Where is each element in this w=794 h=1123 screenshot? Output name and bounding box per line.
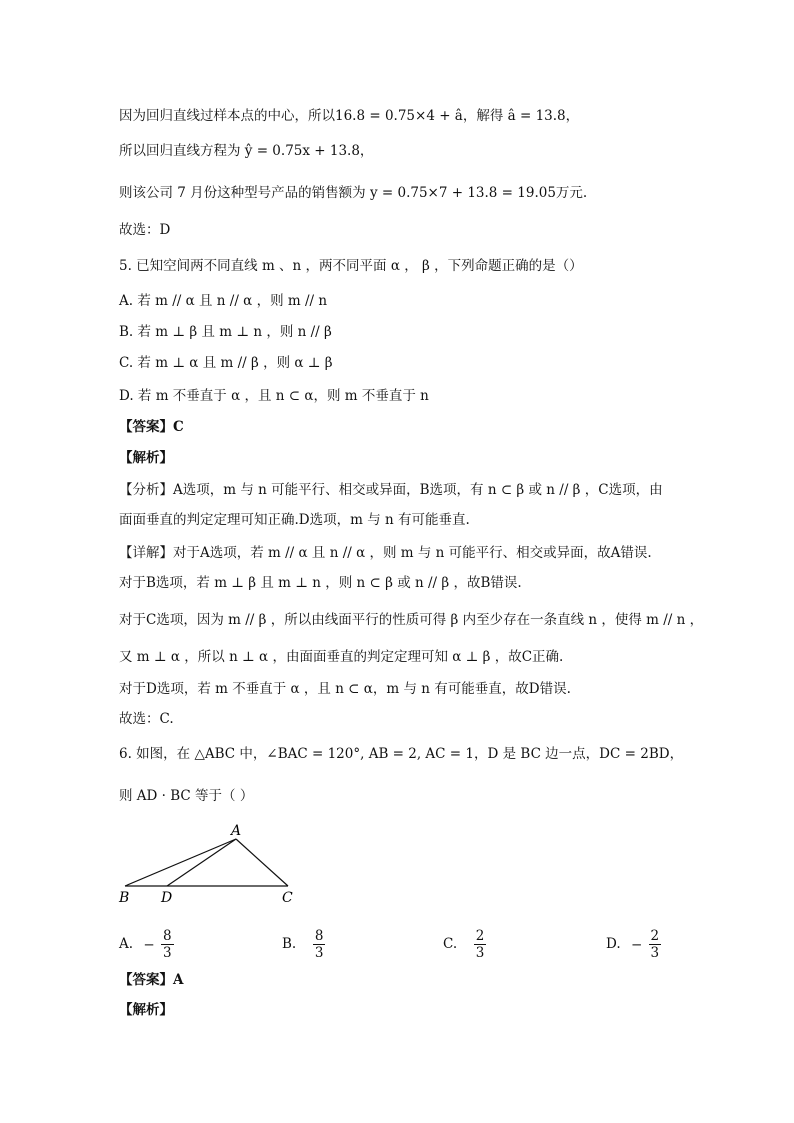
vertex-label-c: C	[282, 890, 293, 906]
q6-analysis-heading: 【解析】	[119, 1002, 173, 1018]
q6-answer: 【答案】A	[119, 972, 184, 988]
vertex-label-b: B	[119, 890, 130, 906]
question-6-stem-2: 则 AD · BC 等于（ ）	[119, 788, 254, 804]
vertex-label-a: A	[231, 823, 242, 839]
text-line: 故选：C.	[119, 711, 174, 727]
q6-option-d: D. − $\frac{2}{3}$	[606, 928, 660, 961]
q5-answer: 【答案】C	[119, 419, 184, 435]
text-line: 对于B选项，若 m ⊥ β 且 m ⊥ n ，则 n ⊂ β 或 n // β ，故B错误.	[119, 575, 522, 591]
q6-option-b: B. $\frac{8}{3}$	[282, 928, 324, 961]
text-line: 故选：D	[119, 222, 171, 238]
text-line: 对于D选项，若 m 不垂直于 α ，且 n ⊂ α，m 与 n 有可能垂直，故D错误.	[119, 681, 571, 697]
segment-ab	[125, 839, 236, 886]
q5-option-a: A. 若 m // α 且 n // α ，则 m // n	[119, 293, 328, 309]
text-line: 对于C选项，因为 m // β ，所以由线面平行的性质可得 β 内至少存在一条直线 n ，使得 m // n ，	[119, 612, 704, 628]
text-line: 【分析】A选项，m 与 n 可能平行、相交或异面，B选项，有 n ⊂ β 或 n // β ，C选项，由	[119, 482, 663, 498]
text-line: 面面垂直的判定定理可知正确.D选项，m 与 n 有可能垂直.	[119, 512, 470, 528]
q5-analysis-heading: 【解析】	[119, 450, 173, 466]
question-5-stem: 5. 已知空间两不同直线 m 、n ，两不同平面 α ， β ，下列命题正确的是（）	[119, 258, 583, 274]
vertex-label-d: D	[161, 890, 173, 906]
q5-option-d: D. 若 m 不垂直于 α ，且 n ⊂ α，则 m 不垂直于 n	[119, 388, 429, 404]
text-line: 则该公司 7 月份这种型号产品的销售额为 y = 0.75×7 + 13.8 = 19.05万元.	[119, 185, 588, 201]
segment-ac	[236, 839, 288, 886]
q5-option-b: B. 若 m ⊥ β 且 m ⊥ n ，则 n // β	[119, 324, 332, 340]
text-line: 又 m ⊥ α ，所以 n ⊥ α ，由面面垂直的判定定理可知 α ⊥ β ，故C正确.	[119, 649, 564, 665]
segment-ad	[167, 839, 236, 886]
text-line: 【详解】对于A选项，若 m // α 且 n // α ，则 m 与 n 可能平行、相交或异面，故A错误.	[119, 545, 652, 561]
text-line: 因为回归直线过样本点的中心，所以16.8 = 0.75×4 + â，解得 â = 13.8，	[119, 108, 580, 124]
question-6-stem: 6. 如图，在 △ABC 中，∠BAC = 120°, AB = 2, AC = 1，D 是 BC 边一点，DC = 2BD，	[119, 746, 684, 762]
triangle-figure	[112, 820, 312, 910]
q6-option-c: C. $\frac{2}{3}$	[443, 928, 485, 961]
q5-option-c: C. 若 m ⊥ α 且 m // β ，则 α ⊥ β	[119, 355, 333, 371]
text-line: 所以回归直线方程为 ŷ = 0.75x + 13.8，	[119, 143, 374, 159]
q6-option-a: A. − $\frac{8}{3}$	[119, 928, 172, 961]
